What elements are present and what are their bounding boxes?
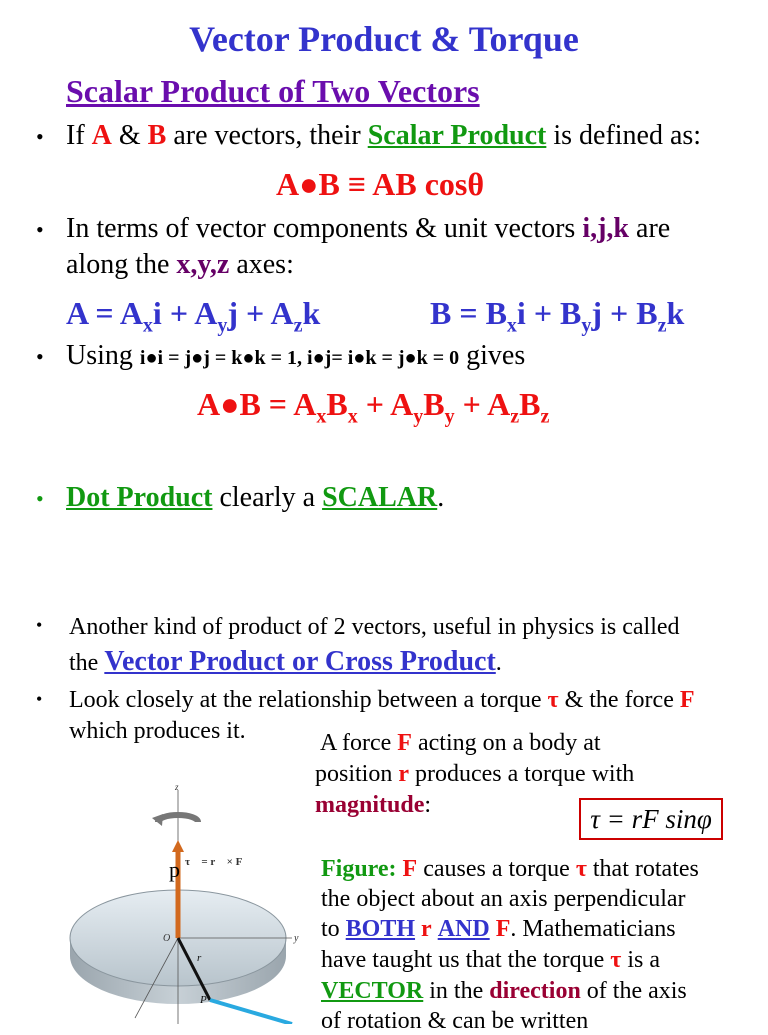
bullet-torque-force: Look closely at the relationship between a torque τ & the force F [69,687,695,713]
bullet-dot-product-scalar: Dot Product clearly a SCALAR. [66,482,445,513]
torque-diagram [60,778,310,1024]
figure-caption-line3: to BOTH r AND F. Mathematicians [321,916,676,942]
formula-dot-components: A●B = $A_xB_x + A_yB_y + A_zB_z$ [197,386,550,428]
figure-caption-line1: Figure: F causes a torque τ that rotates [321,856,699,882]
bullet-dot: • [36,615,43,635]
bullet-unit-products: Using i●i = j●j = k●k = 1, i●j= i●k = j●k = 0 gives [66,340,526,371]
side-text-line2: position r produces a torque with [315,761,635,787]
position-vector-label: r⃗ [197,952,210,964]
side-text-line1: A force F acting on a body at [320,730,601,756]
formula-dot-definition: A●B ≡ AB cosθ [276,166,485,202]
figure-caption-line5: VECTOR in the direction of the axis [321,978,687,1004]
section-subtitle: Scalar Product of Two Vectors [66,73,480,109]
formula-vector-a: $A = A_xi + A_yj + A_zk$ [66,295,321,337]
bullet-dot: • [36,217,44,242]
bullet-dot: • [36,689,43,709]
bullet-scalar-def: If A & B are vectors, their Scalar Product is defined as: [66,120,702,151]
bullet-components-line2: along the x,y,z axes: [66,249,294,280]
bullet-components: In terms of vector components & unit vectors i,j,k are [66,213,671,244]
point-P-label: P [200,994,207,1006]
z-axis-label: z [175,782,179,792]
torque-equation-label: τ⃗ = r⃗ × F⃗ [185,856,251,868]
figure-caption-line4: have taught us that the torque τ is a [321,947,660,973]
bullet-dot: • [36,344,44,369]
bullet-torque-force-line2: which produces it. [69,718,246,744]
page-title: Vector Product & Torque [189,19,579,59]
point-p-label: p [169,857,180,882]
torque-magnitude-formula: τ = rF sinφ [579,798,723,840]
bullet-dot: • [36,124,44,149]
side-text-line3: magnitude: [315,792,432,818]
formula-vector-b: $B = B_xi + B_yj + B_zk$ [430,295,685,337]
y-axis-label: y [294,933,299,944]
bullet-vector-product-line2: the Vector Product or Cross Product. [69,646,502,677]
figure-caption-line2: the object about an axis perpendicular [321,886,686,912]
bullet-vector-product-line1: Another kind of product of 2 vectors, useful in physics is called [69,614,680,640]
origin-label: O [163,933,171,944]
bullet-dot: • [36,486,44,511]
figure-caption-line6: of rotation & can be written [321,1008,589,1034]
